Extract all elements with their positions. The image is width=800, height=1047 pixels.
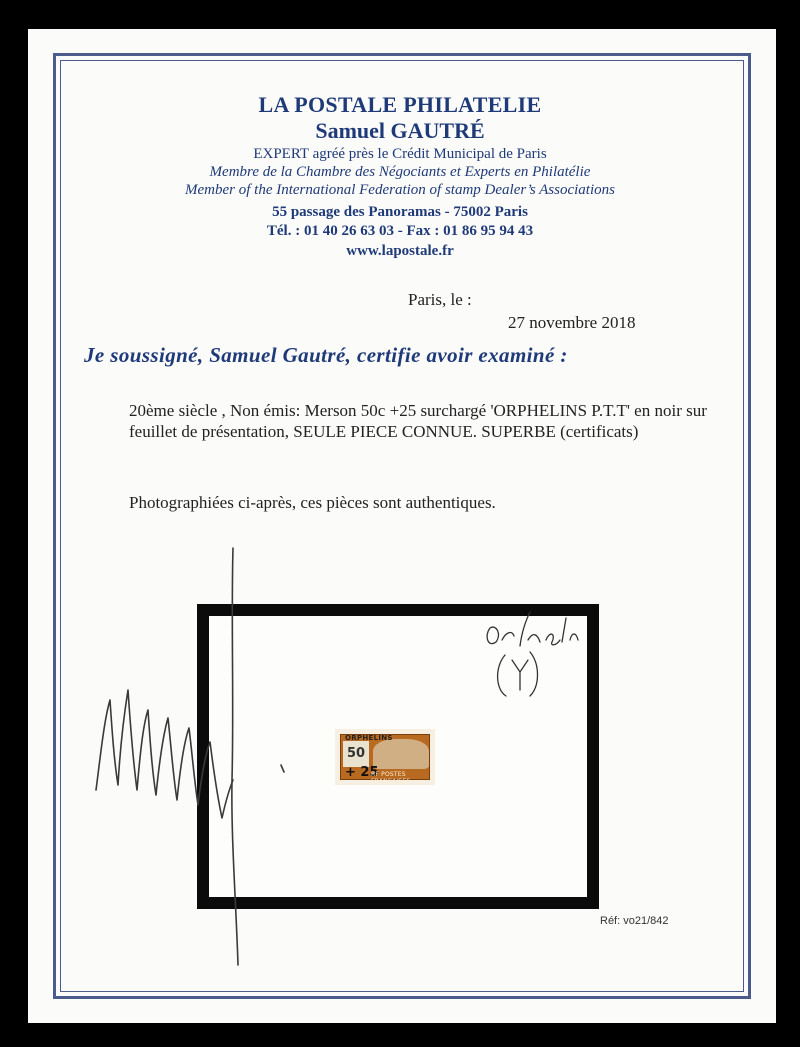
certificate-date: 27 novembre 2018: [508, 313, 636, 332]
stamp-surcharge: + 25: [345, 765, 379, 780]
membership-en: Member of the International Federation of stamp Dealer’s Associations: [185, 182, 615, 198]
expert-name: Samuel GAUTRÉ: [315, 118, 485, 143]
website-link[interactable]: www.lapostale.fr: [346, 243, 454, 259]
item-description: 20ème siècle , Non émis: Merson 50c +25 surchargé 'ORPHELINS P.T.T' en noir sur feuillet de présentation, SEULE PIECE CONNUE. SUPERBE (certificats): [129, 401, 707, 441]
address: 55 passage des Panoramas - 75002 Paris: [272, 204, 528, 220]
expert-signature: [96, 548, 284, 965]
handwritten-note: [487, 612, 578, 696]
expert-accreditation: EXPERT agréé près le Crédit Municipal de Paris: [253, 146, 547, 162]
membership-fr: Membre de la Chambre des Négociants et Experts en Philatélie: [209, 164, 591, 180]
stamp-country: RF POSTES FRANÇAISES: [371, 771, 411, 785]
phone-fax: Tél. : 01 40 26 63 03 - Fax : 01 86 95 94 43: [266, 223, 534, 239]
company-name: LA POSTALE PHILATELIE: [258, 92, 542, 117]
reference-number: Réf: vo21/842: [600, 915, 669, 927]
authenticity-statement: Photographiées ci-après, ces pièces sont authentiques.: [129, 493, 496, 512]
stamp-value: 50: [343, 741, 369, 767]
place-label: Paris, le :: [408, 290, 472, 309]
stamp-overprint: ORPHELINS: [345, 734, 393, 742]
certification-statement: Je soussigné, Samuel Gautré, certifie avoir examiné :: [84, 343, 568, 367]
